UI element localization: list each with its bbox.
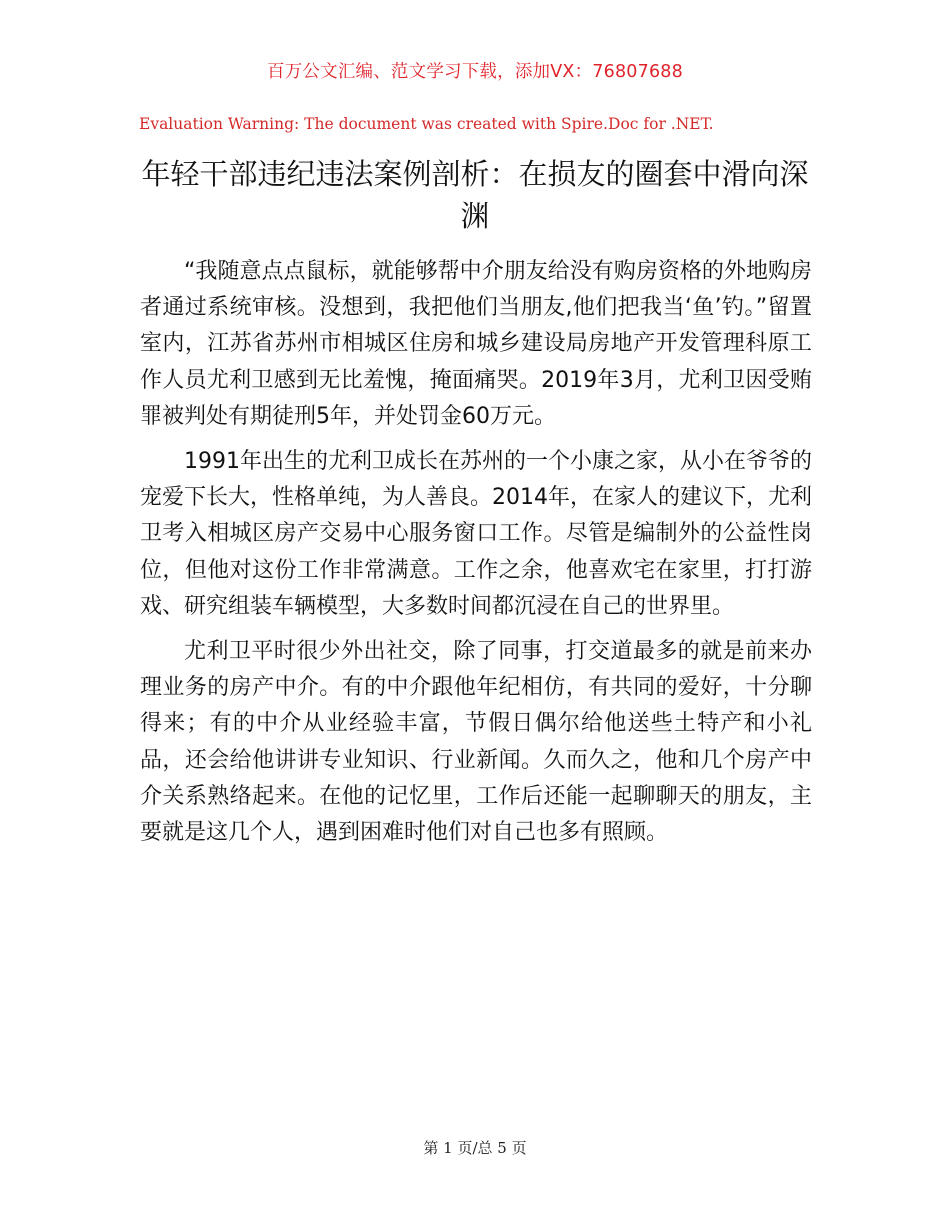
paragraph: 1991年出生的尤利卫成长在苏州的一个小康之家，从小在爷爷的宠爱下长大，性格单纯，为人善良。2014年，在家人的建议下，尤利卫考入相城区房产交易中心服务窗口工作。尽管是编制外的公益性岗位，但他对这份工作非常满意。工作之余，他喜欢宅在家里，打打游戏、研究组装车辆模型，大多数时间都沉浸在自己的世界里。 bbox=[140, 449, 812, 619]
paragraph: “我随意点点鼠标，就能够帮中介朋友给没有购房资格的外地购房者通过系统审核。没想到，我把他们当朋友,他们把我当‘鱼’钓。”留置室内，江苏省苏州市相城区住房和城乡建设局房地产开发管理科原工作人员尤利卫感到无比羞愧，掩面痛哭。2019年3月，尤利卫因受贿罪被判处有期徒刑5年，并处罚金60万元。 bbox=[140, 259, 812, 429]
paragraph: 尤利卫平时很少外出社交，除了同事，打交道最多的就是前来办理业务的房产中介。有的中介跟他年纪相仿，有共同的爱好，十分聊得来；有的中介从业经验丰富，节假日偶尔给他送些土特产和小礼品，还会给他讲讲专业知识、行业新闻。久而久之，他和几个房产中介关系熟络起来。在他的记忆里，工作后还能一起聊聊天的朋友，主要就是这几个人，遇到困难时他们对自己也多有照顾。 bbox=[140, 639, 812, 846]
page-number-footer: 第 1 页/总 5 页 bbox=[423, 1139, 527, 1157]
document-body bbox=[140, 254, 812, 860]
promo-header: 百万公文汇编、范文学习下载，添加VX：76807688 bbox=[267, 62, 683, 82]
evaluation-warning: Evaluation Warning: The document was created with Spire.Doc for .NET. bbox=[139, 115, 714, 133]
document-title: 年轻干部违纪违法案例剖析：在损友的圈套中滑向深渊 bbox=[141, 157, 809, 233]
